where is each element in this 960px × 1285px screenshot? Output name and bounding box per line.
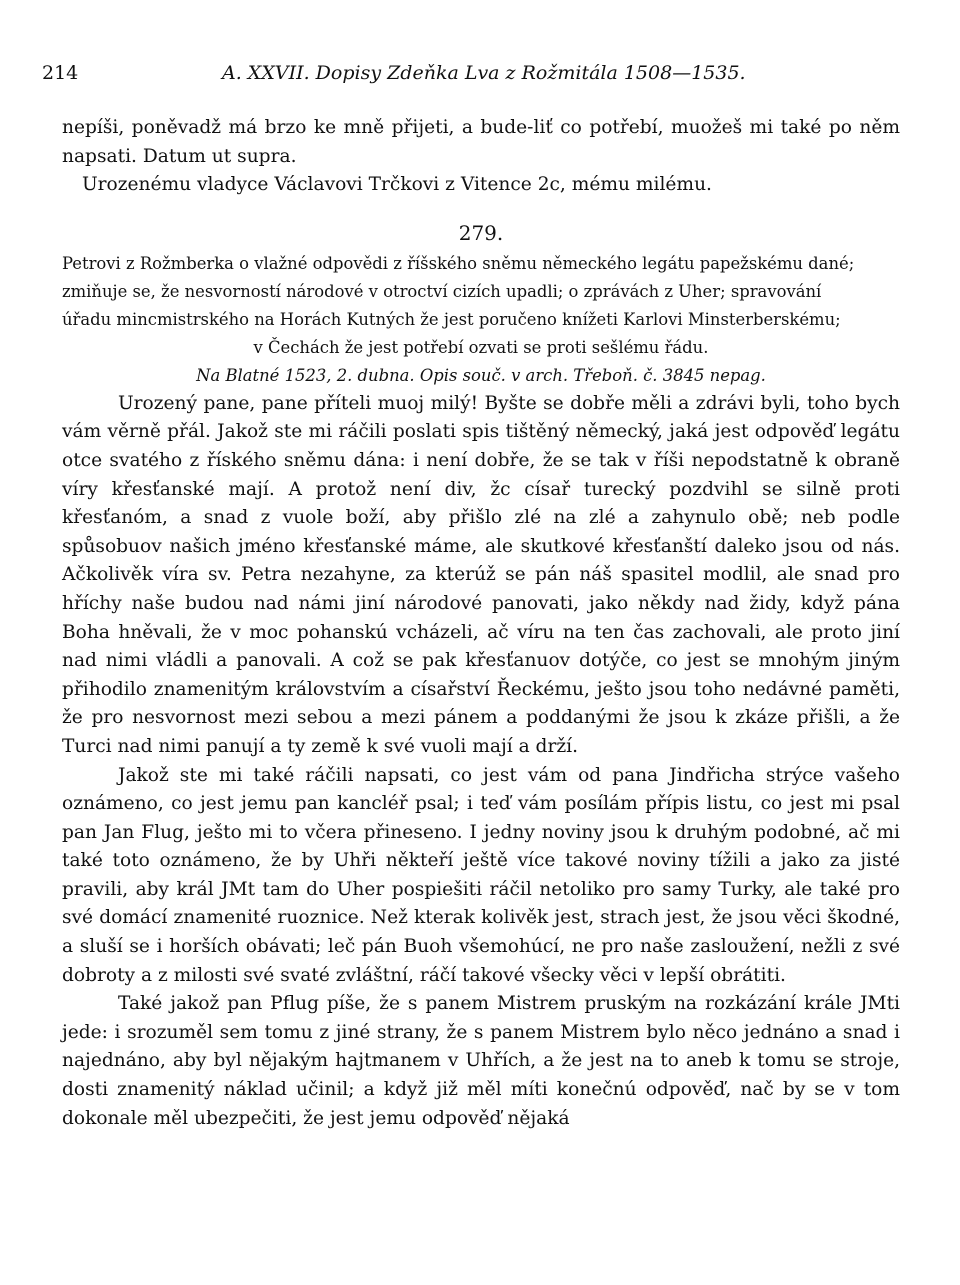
intro-address: Urozenému vladyce Václavovi Trčkovi z Vitence 2c, mému milému. [82,174,712,196]
letter-paragraph: Jakož ste mi také ráčili napsati, co jest vám od pana Jindřicha strýce vašeho oznámeno, co jest jemu pan kancléř psal; i teď vám posílám přípis listu, co jest mi psal pan Jan Flug, ješto mi to včera přineseno. I jedny noviny jsou k druhým podobné, ač mi také toto oznámeno, že by Uhři někteří ještě více takové noviny tížili a jako za jisté pravili, aby král JMt tam do Uher pospiešiti ráčil netoliko pro samy Turky, ale také pro své domácí znamenité ruoznice. Než kterak kolivěk jest, strach jest, že jsou věci škodné, a sluší se i horších obávati; leč pán Buoh všemohúcí, ne pro naše zasloužení, nežli z své dobroty a z milosti své svaté zvláštní, ráčí takové všecky věci v lepší obrátiti. [62,764,900,986]
summary-line: v Čechách že jest potřebí ozvati se proti sešlému řádu. [253,337,709,357]
page-number: 214 [42,62,79,84]
letter-paragraph: Také jakož pan Pflug píše, že s panem Mistrem pruským na rozkázání krále JMti jede: i srozuměl sem tomu z jiné strany, že s panem Mistrem bylo něco jednáno a snad i najednáno, aby byl nějakým hajtmanem v Uhřích, a že jest na to aneb k tomu se stroje, dosti znamenitý náklad učinil; a když již měl míti konečnú odpověď, nač by se v tom dokonale měl ubezpečiti, že jest jemu odpověď nějaká [62,993,900,1129]
running-title: A. XXVII. Dopisy Zdeňka Lva z Rožmitála 1508—1535. [222,62,746,84]
document-summary [62,250,900,362]
document-page [42,62,900,1133]
summary-line: úřadu mincmistrského na Horách Kutných že jest poručeno knížeti Karlovi Minsterberskému; [62,309,841,329]
letter-paragraph: Urozený pane, pane příteli muoj milý! Byšte se dobře měli a zdrávi byli, toho bych vám věrně přál. Jakož ste mi ráčili poslati spis tištěný německý, jaká jest odpověď legátu otce svatého z říského sněmu dána: i není dobře, že se tak v říši nepodstatně k obraně víry křesťanské mají. A protož není div, žc císař turecký pozdvihl se silně proti křesťanóm, a snad z vuole boží, aby přišlo zlé na zlé a zahynulo obě; neb podle spůsobuov našich jméno křesťanské máme, ale skutkové křesťanští daleko jsou od nás. Ačkolivěk víra sv. Petra nezahyne, za kterúž se pán náš spasitel modlil, ale snad pro hříchy naše budou nad námi jiní národové panovati, jako někdy nad židy, když pána Boha hněvali, že v moc pohanskú vcházeli, ač víru na ten čas zachovali, ale proto jiní nad nimi vládli a panovali. A což se pak křesťanuov dotýče, co jest se mnohým jiným přihodilo znamenitým královstvím a císařství Řeckému, ješto jsou toho nedávné paměti, že pro nesvornost mezi sebou a mezi pánem a poddanými že jsou k zkáze přišli, a že Turci nad nimi panují a ty země k své vuoli mají a drží. [62,392,900,757]
document-number: 279. [458,220,504,245]
summary-line: Petrovi z Rožmberka o vlažné odpovědi z říšského sněmu německého legátu papežskému dané; [62,253,855,273]
source-note: Na Blatné 1523, 2. dubna. Opis souč. v arch. Třeboň. č. 3845 nepag. [196,365,766,385]
intro-paragraph: nepíši, poněvadž má brzo ke mně přijeti, a bude-liť co potřebí, muožeš mi také po něm napsati. Datum ut supra. [62,117,900,167]
page-header [42,62,900,86]
summary-line: zmiňuje se, že nesvorností národové v otroctví cizích upadli; o zprávách z Uher; spravování [62,281,822,301]
